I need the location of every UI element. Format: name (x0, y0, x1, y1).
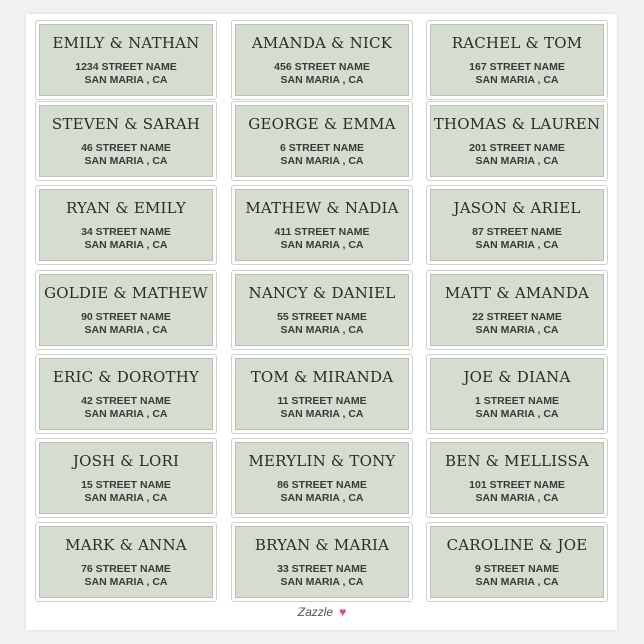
label-city: SAN MARIA , CA (84, 73, 168, 86)
label-names: MATHEW & NADIA (245, 198, 399, 217)
label-street: 11 STREET NAME (277, 394, 367, 407)
address-label (35, 101, 217, 181)
address-label (231, 354, 413, 434)
label-names: JOE & DIANA (463, 367, 571, 386)
label-face (430, 24, 604, 96)
label-face (235, 358, 409, 430)
address-label (231, 20, 413, 100)
label-names: RACHEL & TOM (451, 33, 583, 52)
label-names: MATT & AMANDA (444, 283, 590, 302)
label-names: THOMAS & LAUREN (433, 114, 601, 133)
label-names: MERYLIN & TONY (248, 451, 396, 470)
label-street: 34 STREET NAME (81, 225, 171, 238)
label-street: 22 STREET NAME (472, 310, 562, 323)
label-street: 46 STREET NAME (81, 141, 171, 154)
label-street: 42 STREET NAME (81, 394, 171, 407)
label-face (430, 526, 604, 598)
label-names: BRYAN & MARIA (254, 535, 390, 554)
label-city: SAN MARIA , CA (84, 491, 168, 504)
address-label (231, 185, 413, 265)
address-label (426, 270, 608, 350)
address-label (231, 438, 413, 518)
address-label (35, 185, 217, 265)
label-names: RYAN & EMILY (66, 198, 186, 217)
label-street: 1234 STREET NAME (75, 60, 177, 73)
label-names: EMILY & NATHAN (52, 33, 200, 52)
label-city: SAN MARIA , CA (475, 238, 559, 251)
label-street: 90 STREET NAME (81, 310, 171, 323)
label-names: CAROLINE & JOE (446, 535, 588, 554)
address-label (35, 20, 217, 100)
label-face (39, 274, 213, 346)
address-label (231, 522, 413, 602)
label-face (235, 274, 409, 346)
label-names: JOSH & LORI (72, 451, 180, 470)
address-label (426, 354, 608, 434)
address-label (426, 438, 608, 518)
label-city: SAN MARIA , CA (280, 575, 364, 588)
label-names: GOLDIE & MATHEW (44, 283, 208, 302)
label-face (430, 274, 604, 346)
label-street: 76 STREET NAME (81, 562, 171, 575)
address-label (231, 270, 413, 350)
label-names: GEORGE & EMMA (248, 114, 396, 133)
brand-name: Zazzle (297, 605, 334, 619)
address-label (426, 20, 608, 100)
label-face (235, 105, 409, 177)
label-city: SAN MARIA , CA (84, 575, 168, 588)
label-city: SAN MARIA , CA (84, 154, 168, 167)
address-label (426, 185, 608, 265)
address-label (426, 101, 608, 181)
address-label (231, 101, 413, 181)
label-street: 101 STREET NAME (469, 478, 565, 491)
label-street: 87 STREET NAME (472, 225, 562, 238)
label-names: STEVEN & SARAH (51, 114, 201, 133)
label-city: SAN MARIA , CA (84, 407, 168, 420)
label-face (235, 24, 409, 96)
label-names: NANCY & DANIEL (248, 283, 396, 302)
sticker-sheet (26, 14, 617, 630)
label-street: 6 STREET NAME (279, 141, 364, 154)
label-city: SAN MARIA , CA (280, 323, 364, 336)
label-face (235, 526, 409, 598)
address-label (35, 438, 217, 518)
address-label (35, 354, 217, 434)
label-face (39, 442, 213, 514)
address-label (35, 522, 217, 602)
label-city: SAN MARIA , CA (475, 575, 559, 588)
label-street: 456 STREET NAME (274, 60, 370, 73)
label-face (39, 105, 213, 177)
label-names: ERIC & DOROTHY (52, 367, 200, 386)
label-city: SAN MARIA , CA (475, 154, 559, 167)
label-names: AMANDA & NICK (251, 33, 393, 52)
label-city: SAN MARIA , CA (84, 238, 168, 251)
label-street: 33 STREET NAME (277, 562, 367, 575)
label-city: SAN MARIA , CA (280, 238, 364, 251)
label-street: 411 STREET NAME (274, 225, 370, 238)
address-label (426, 522, 608, 602)
label-city: SAN MARIA , CA (475, 323, 559, 336)
label-street: 167 STREET NAME (469, 60, 565, 73)
label-names: JASON & ARIEL (453, 198, 581, 217)
heart-icon: ♥ (339, 605, 347, 619)
label-street: 55 STREET NAME (277, 310, 367, 323)
label-street: 15 STREET NAME (81, 478, 171, 491)
label-face (430, 442, 604, 514)
label-face (430, 189, 604, 261)
label-face (39, 526, 213, 598)
label-city: SAN MARIA , CA (280, 73, 364, 86)
label-street: 9 STREET NAME (474, 562, 559, 575)
label-face (235, 442, 409, 514)
brand-footer (0, 605, 644, 619)
label-street: 201 STREET NAME (469, 141, 565, 154)
label-street: 86 STREET NAME (277, 478, 367, 491)
label-face (430, 105, 604, 177)
label-city: SAN MARIA , CA (280, 154, 364, 167)
label-face (39, 358, 213, 430)
label-face (430, 358, 604, 430)
label-face (39, 24, 213, 96)
label-city: SAN MARIA , CA (280, 491, 364, 504)
address-label (35, 270, 217, 350)
label-city: SAN MARIA , CA (475, 73, 559, 86)
label-names: MARK & ANNA (65, 535, 187, 554)
label-names: BEN & MELLISSA (444, 451, 590, 470)
label-city: SAN MARIA , CA (475, 407, 559, 420)
label-names: TOM & MIRANDA (250, 367, 394, 386)
label-face (39, 189, 213, 261)
label-city: SAN MARIA , CA (280, 407, 364, 420)
label-street: 1 STREET NAME (474, 394, 559, 407)
label-city: SAN MARIA , CA (475, 491, 559, 504)
label-face (235, 189, 409, 261)
label-city: SAN MARIA , CA (84, 323, 168, 336)
